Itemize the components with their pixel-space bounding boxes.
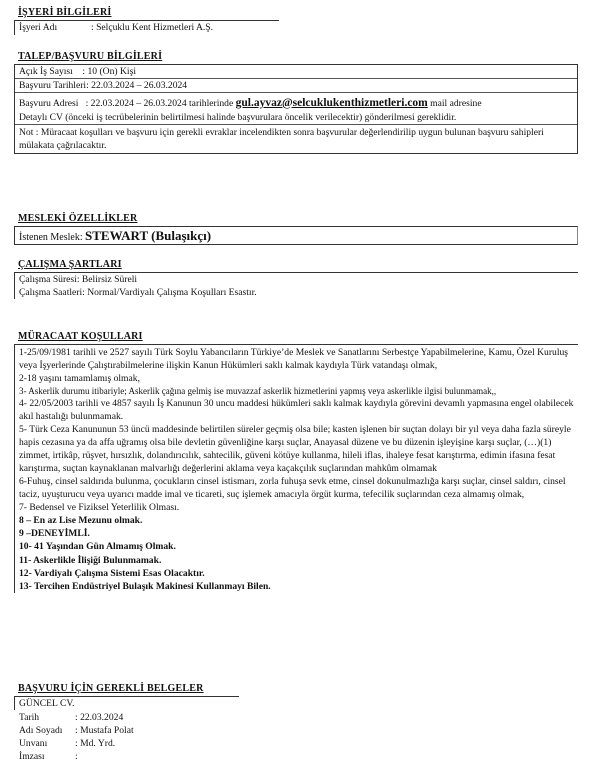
muracaat-item-5: 5- Türk Ceza Kanununun 53 üncü maddesinde belirtilen süreler geçmiş olsa bile; kasten işlenen bir suçtan dolayı bir yıl veya daha fazla süreyle hapis cezasına ya da affa uğramış olsa bile devletin güvenliğine karşı suçlar, Anayasal düzene ve bu düzenin işleyişine karşı suçlar, (…)(1) zimmet, irtikâp, rüşvet, hırsızlık, dolandırıcılık, sahtecilik, güveni kötüye kullanma, hileli iflas, ihaleye fesat karıştırma, edimin ifasına fesat karıştırma, suçtan kaynaklanan malvarlığı değerlerini aklama veya kaçakçılık suçlarından mahkûm olmamak: [19, 424, 571, 475]
imzasi-value: :: [75, 750, 78, 762]
muracaat-item-6: 6-Fuhuş, cinsel saldırıda bulunma, çocukların cinsel istismarı, zorla fuhuşa sevk etme, cinsel dokunulmazlığa karşı suçlar, cinsel saldırı, cinsel taciz, uyuşturucu veya uyarıcı madde imal ve ticareti, suç işlemek amacıyla örgüt kurma, tefecilik suçlarından ceza almamış olmak,: [19, 476, 566, 501]
belgeler-title: BAŞVURU İÇİN GEREKLİ BELGELER: [18, 683, 204, 694]
signature-block: [14, 710, 578, 763]
meslek-title: MESLEKİ ÖZELLİKLER: [18, 213, 138, 224]
talep-title: TALEP/BAŞVURU BİLGİLERİ: [18, 51, 163, 62]
muracaat-section: [14, 330, 578, 593]
muracaat-item-4: 4- 22/05/2003 tarihli ve 4857 sayılı İş Kanunun 30 uncu maddesi hükümleri saklı kalmak kaydıyla görevini devamlı yapmasına engel olabilecek akıl hastalığı bulunmamak.: [19, 397, 574, 423]
muracaat-item-3: 3- Askerlik durumu itibariyle; Askerlik çağına gelmiş ise muvazzaf askerlik hizmetlerini yapmış veya askerlikle ilgisi bulunmamak,,: [19, 385, 497, 396]
imzasi-label: İmzası: [19, 750, 45, 762]
muracaat-box: [14, 344, 578, 593]
muracaat-item-13: 13- Tercihen Endüstriyel Bulaşık Makinesi Kullanmayı Bilen.: [19, 580, 271, 592]
adi-soyadi-value: : Mustafa Polat: [75, 724, 134, 736]
muracaat-item-11: 11- Askerlikle İlişiği Bulunmamak.: [19, 554, 162, 566]
calisma-box: [14, 272, 578, 299]
calisma-saat: Çalışma Saatleri: Normal/Vardiyalı Çalışma Koşulları Esastır.: [19, 286, 257, 298]
signing-row-adi-soyadi: [14, 724, 578, 737]
meslek-value: STEWART (Bulaşıkçı): [85, 227, 212, 243]
acik-is-row: Açık İş Sayısı : 10 (On) Kişi: [19, 65, 136, 77]
muracaat-item-7: 7- Bedensel ve Fiziksel Yeterlilik Olması.: [19, 502, 180, 514]
isyeri-section: [14, 6, 578, 35]
muracaat-item-12: 12- Vardiyalı Çalışma Sistemi Esas Olacaktır.: [19, 567, 205, 579]
muracaat-item-8: 8 – En az Lise Mezunu olmak.: [19, 515, 143, 527]
adi-soyadi-label: Adı Soyadı: [19, 724, 63, 736]
muracaat-item-9: 9 –DENEYİMLİ.: [19, 528, 90, 540]
calisma-title: ÇALIŞMA ŞARTLARI: [18, 259, 122, 270]
not-row: Not : Müracaat koşulları ve başvuru için gerekli evraklar incelendikten sonra başvurular değerlendirilip uygun bulunan başvuru sahipleri mülakata çağrılacaktır.: [15, 124, 577, 153]
adres-line2: Detaylı CV (önceki iş tecrübelerinin belirtilmesi halinde başvurulara öncelik verilecektir) gönderilmesi gereklidir.: [19, 112, 457, 124]
belgeler-section: [14, 682, 578, 763]
tarihler-row: Başvuru Tarihleri: 22.03.2024 – 26.03.2024: [15, 78, 577, 92]
adres-line1: [19, 96, 573, 112]
meslek-box: [14, 226, 578, 245]
unvani-label: Unvanı: [19, 737, 48, 749]
meslek-label: İstenen Meslek:: [19, 231, 83, 243]
guncel-cv-row: GÜNCEL CV.: [14, 696, 239, 710]
unvani-value: : Md. Yrd.: [75, 737, 116, 749]
adres-suffix: mail adresine: [430, 97, 482, 109]
calisma-section: [14, 258, 578, 299]
signing-row-unvani: [14, 737, 578, 750]
adres-row: [15, 92, 577, 125]
isyeri-value: : Selçuklu Kent Hizmetleri A.Ş.: [91, 21, 214, 33]
adres-prefix: Başvuru Adresi : 22.03.2024 – 26.03.2024 tarihlerinde: [19, 97, 234, 109]
talep-section: [14, 50, 578, 154]
tarih-value: : 22.03.2024: [75, 711, 124, 723]
signing-row-tarih: [14, 711, 578, 724]
email-link[interactable]: gul.ayvaz@selcuklukenthizmetleri.com: [235, 96, 428, 109]
calisma-sure: Çalışma Süresi: Belirsiz Süreli: [19, 273, 138, 285]
muracaat-title: MÜRACAAT KOŞULLARI: [18, 331, 143, 342]
isyeri-title: İŞYERİ BİLGİLERİ: [18, 7, 112, 18]
tarih-label: Tarih: [19, 711, 40, 723]
muracaat-item-2: 2-18 yaşını tamamlamış olmak,: [19, 372, 140, 384]
muracaat-item-10: 10- 41 Yaşından Gün Almamış Olmak.: [19, 541, 176, 553]
muracaat-item-1: 1-25/09/1981 tarihli ve 2527 sayılı Türk Soylu Yabancıların Türkiye’de Meslek ve Sanatlarını Serbestçe Yapabilmelerine, Kamu, Özel Kuruluş veya İşyerlerinde Çalıştırabilmelerine ilişkin Kanun Hükümleri saklı kalmak kaydıyla Türk vatandaşı olmak,: [19, 346, 569, 371]
signing-row-imzasi: [14, 750, 578, 763]
isyeri-label: İşyeri Adı: [19, 21, 58, 33]
meslek-section: [14, 212, 578, 245]
isyeri-row: [14, 20, 279, 35]
talep-box: [14, 64, 578, 155]
